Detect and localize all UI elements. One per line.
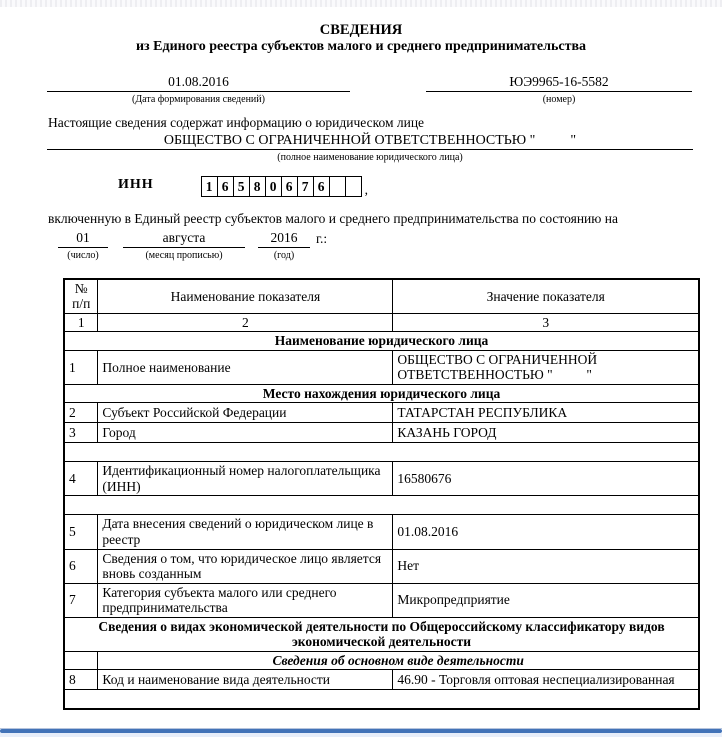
table-header-row <box>64 279 699 314</box>
row-value: КАЗАНЬ ГОРОД <box>393 423 699 443</box>
spacer-row <box>64 443 699 462</box>
section-title: Наименование юридического лица <box>64 332 699 351</box>
bottom-bar-under <box>0 733 722 737</box>
row-number: 7 <box>64 583 98 617</box>
column-number: 3 <box>393 313 699 332</box>
section-row-activity <box>64 617 699 651</box>
month-value: августа <box>123 231 245 248</box>
inn-digit-box: 6 <box>313 176 330 197</box>
inn-digit-boxes <box>201 176 362 197</box>
document-number-value: ЮЭ9965-16-5582 <box>426 75 692 92</box>
top-texture-strip <box>0 0 722 7</box>
inn-digit-box: 5 <box>233 176 250 197</box>
document-subtitle: из Единого реестра субъектов малого и среднего предпринимательства <box>135 38 587 54</box>
row-number: 2 <box>64 403 98 423</box>
empty-cell <box>64 690 699 709</box>
year-label: (год) <box>273 249 295 261</box>
month-field <box>123 231 245 261</box>
row-number: 1 <box>64 350 98 384</box>
row-name: Код и наименование вида деятельности <box>98 670 393 690</box>
inn-row <box>118 176 722 198</box>
row-name: Сведения о том, что юридическое лицо является вновь созданным <box>98 549 393 583</box>
spacer-row <box>64 496 699 515</box>
column-header-num-line2: п/п <box>72 296 91 312</box>
formation-date-value: 01.08.2016 <box>47 75 350 92</box>
inn-label: ИНН <box>118 177 154 192</box>
row-value: 01.08.2016 <box>393 515 699 549</box>
inn-digit-box: 0 <box>265 176 282 197</box>
column-header-num <box>64 279 98 314</box>
table-row <box>64 549 699 583</box>
details-table <box>63 278 700 710</box>
subsection-row-main-activity <box>64 651 699 670</box>
reference-row <box>47 75 692 105</box>
document-number-label: (номер) <box>542 93 576 105</box>
document-number-field <box>426 75 692 105</box>
section-row-location <box>64 384 699 403</box>
document-title: СВЕДЕНИЯ <box>319 22 403 38</box>
year-suffix: г.: <box>316 231 328 246</box>
formation-date-field <box>47 75 350 105</box>
row-number: 5 <box>64 515 98 549</box>
column-number: 2 <box>98 313 393 332</box>
organization-name-field <box>47 133 693 163</box>
table-row <box>64 583 699 617</box>
inn-digit-box: 6 <box>281 176 298 197</box>
row-value: 46.90 - Торговля оптовая неспециализированная <box>393 670 699 690</box>
row-number: 3 <box>64 423 98 443</box>
document-title-block <box>0 22 722 55</box>
row-value: Микропредприятие <box>393 583 699 617</box>
row-value: Нет <box>393 549 699 583</box>
section-title: Место нахождения юридического лица <box>64 384 699 403</box>
organization-name-label: (полное наименование юридического лица) <box>277 152 463 163</box>
empty-cell <box>64 443 699 462</box>
inn-digit-box <box>345 176 362 197</box>
row-number: 8 <box>64 670 98 690</box>
column-numbers-row <box>64 313 699 332</box>
row-value: ТАТАРСТАН РЕСПУБЛИКА <box>393 403 699 423</box>
subsection-title: Сведения об основном виде деятельности <box>98 651 699 670</box>
inn-digit-box: 1 <box>201 176 218 197</box>
row-value: 16580676 <box>393 462 699 496</box>
inn-digit-box: 8 <box>249 176 266 197</box>
window-bottom-edge <box>0 728 722 737</box>
row-name: Полное наименование <box>98 350 393 384</box>
row-name: Дата внесения сведений о юридическом лице в реестр <box>98 515 393 549</box>
inn-digit-box: 7 <box>297 176 314 197</box>
table-row <box>64 350 699 384</box>
section-title: Сведения о видах экономической деятельности по Общероссийскому классификатору видов экономической деятельности <box>64 617 699 651</box>
year-value: 2016 <box>258 231 310 248</box>
as-of-line: включенную в Единый реестр субъектов малого и среднего предпринимательства по состоянию на <box>48 211 618 226</box>
row-name: Субъект Российской Федерации <box>98 403 393 423</box>
table-row <box>64 670 699 690</box>
table-row <box>64 403 699 423</box>
inn-digit-box <box>329 176 346 197</box>
column-header-value: Значение показателя <box>393 279 699 314</box>
inn-digit-box: 6 <box>217 176 234 197</box>
row-name: Город <box>98 423 393 443</box>
day-value: 01 <box>58 231 108 248</box>
as-of-date-fields <box>58 231 722 261</box>
registry-extract-document <box>0 7 722 710</box>
column-header-name: Наименование показателя <box>98 279 393 314</box>
inn-comma: , <box>364 182 369 197</box>
bottom-empty-row <box>64 690 699 709</box>
organization-name-value: ОБЩЕСТВО С ОГРАНИЧЕННОЙ ОТВЕТСТВЕННОСТЬЮ " " <box>47 133 693 150</box>
year-field <box>258 231 310 261</box>
row-number: 6 <box>64 549 98 583</box>
table-row <box>64 515 699 549</box>
formation-date-label: (Дата формирования сведений) <box>132 93 265 105</box>
day-label: (число) <box>67 249 99 261</box>
empty-cell <box>64 651 98 670</box>
column-number: 1 <box>64 313 98 332</box>
day-field <box>58 231 108 261</box>
row-name: Идентификационный номер налогоплательщика (ИНН) <box>98 462 393 496</box>
row-number: 4 <box>64 462 98 496</box>
table-row <box>64 423 699 443</box>
intro-line: Настоящие сведения содержат информацию о юридическом лице <box>48 114 425 130</box>
empty-cell <box>64 496 699 515</box>
month-label: (месяц прописью) <box>145 249 223 261</box>
row-value: ОБЩЕСТВО С ОГРАНИЧЕННОЙ ОТВЕТСТВЕННОСТЬЮ " " <box>393 350 699 384</box>
column-header-num-line1: № <box>74 280 88 296</box>
section-row-legal-name <box>64 332 699 351</box>
table-row <box>64 462 699 496</box>
row-name: Категория субъекта малого или среднего предпринимательства <box>98 583 393 617</box>
